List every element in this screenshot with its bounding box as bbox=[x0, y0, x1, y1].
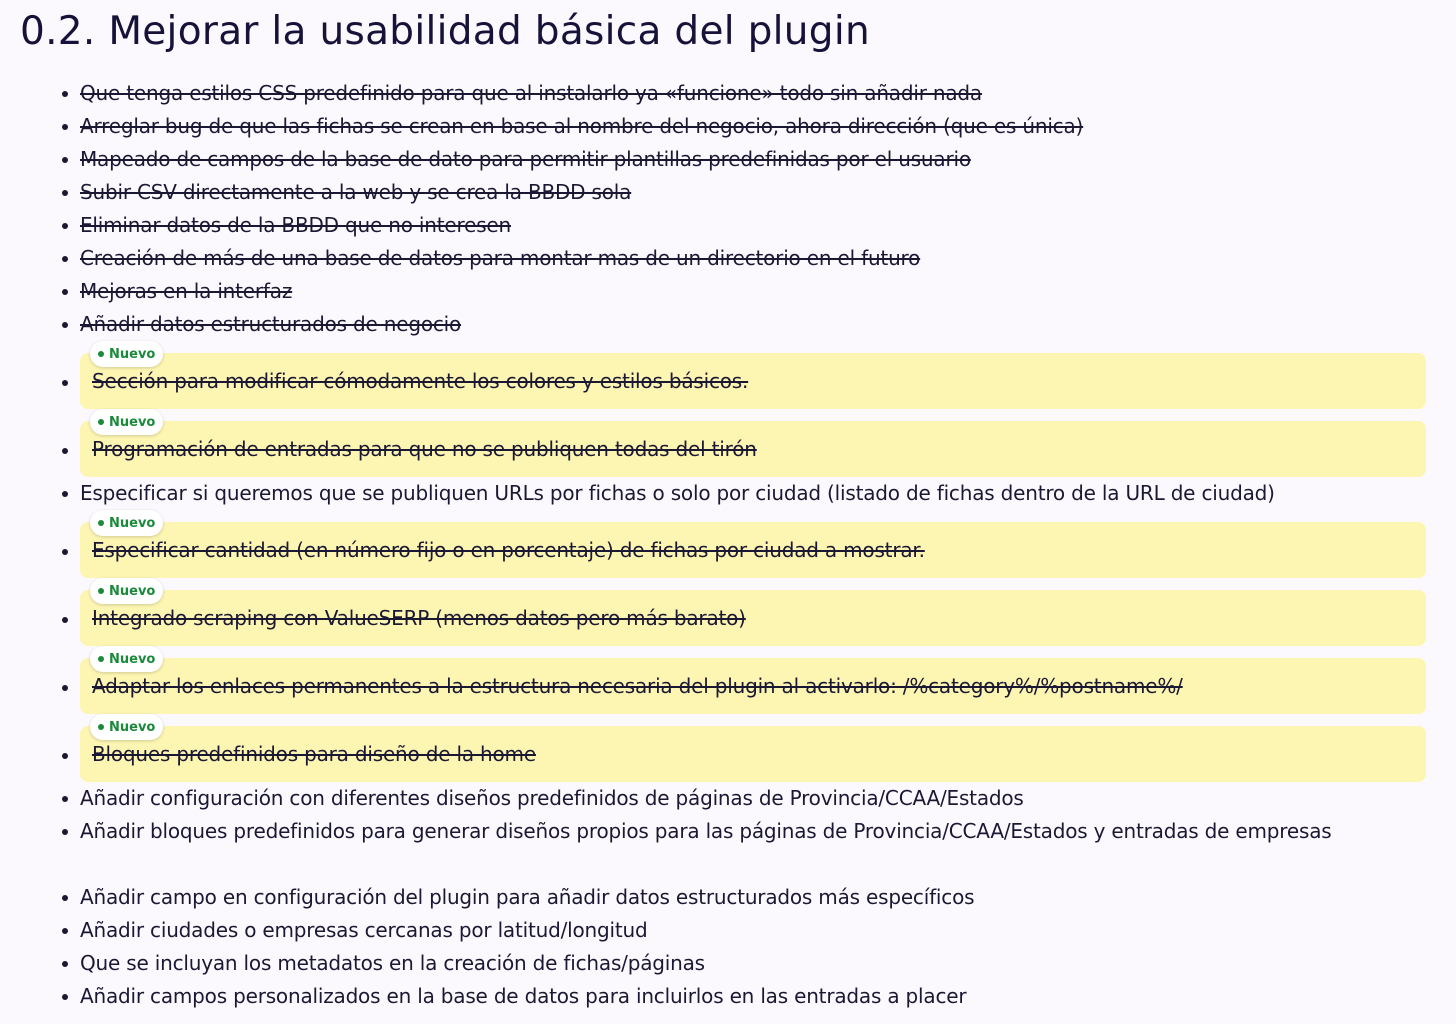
task-text: Bloques predefinidos para diseño de la home bbox=[92, 742, 536, 766]
task-text: Arreglar bug de que las fichas se crean en base al nombre del negocio, ahora dirección (que es única) bbox=[80, 114, 1084, 138]
task-text: Añadir bloques predefinidos para generar diseños propios para las páginas de Provincia/CCAA/Estados y entradas de empresas bbox=[80, 819, 1332, 843]
task-item bbox=[62, 275, 1426, 308]
status-dot-icon bbox=[98, 419, 104, 425]
bullet-icon bbox=[62, 753, 68, 759]
task-text: Integrado scraping con ValueSERP (menos datos pero más barato) bbox=[92, 606, 746, 630]
bullet-icon bbox=[62, 796, 68, 802]
task-text: Añadir configuración con diferentes diseños predefinidos de páginas de Provincia/CCAA/Estados bbox=[80, 786, 1024, 810]
new-badge bbox=[90, 409, 163, 435]
task-text: Que tenga estilos CSS predefinido para que al instalarlo ya «funcione» todo sin añadir nada bbox=[80, 81, 982, 105]
task-text: Añadir campo en configuración del plugin para añadir datos estructurados más específicos bbox=[80, 885, 975, 909]
new-task-item bbox=[62, 714, 1426, 782]
bullet-icon bbox=[62, 961, 68, 967]
new-badge bbox=[90, 714, 163, 740]
bullet-icon bbox=[62, 91, 68, 97]
task-item bbox=[62, 308, 1426, 341]
status-dot-icon bbox=[98, 351, 104, 357]
task-item bbox=[62, 881, 1426, 914]
new-task-item bbox=[62, 510, 1426, 578]
new-badge-label: Nuevo bbox=[109, 414, 156, 430]
bullet-icon bbox=[62, 256, 68, 262]
task-text: Adaptar los enlaces permanentes a la estructura necesaria del plugin al activarlo: /%category%/%postname%/ bbox=[92, 674, 1183, 698]
bullet-icon bbox=[62, 124, 68, 130]
new-badge bbox=[90, 341, 163, 367]
task-text: Mapeado de campos de la base de dato para permitir plantillas predefinidas por el usuario bbox=[80, 147, 971, 171]
task-item bbox=[62, 815, 1426, 881]
bullet-icon bbox=[62, 190, 68, 196]
new-badge-label: Nuevo bbox=[109, 346, 156, 362]
task-text: Creación de más de una base de datos para montar mas de un directorio en el futuro bbox=[80, 246, 921, 270]
status-dot-icon bbox=[98, 520, 104, 526]
bullet-icon bbox=[62, 994, 68, 1000]
section-heading: 0.2. Mejorar la usabilidad básica del plugin bbox=[20, 9, 871, 54]
new-badge-label: Nuevo bbox=[109, 719, 156, 735]
new-badge bbox=[90, 646, 163, 672]
new-task-item bbox=[62, 409, 1426, 477]
task-item bbox=[62, 980, 1426, 1013]
bullet-icon bbox=[62, 829, 68, 835]
task-item bbox=[62, 209, 1426, 242]
task-item bbox=[62, 914, 1426, 947]
bullet-icon bbox=[62, 380, 68, 386]
task-text: Mejoras en la interfaz bbox=[80, 279, 293, 303]
new-badge-label: Nuevo bbox=[109, 515, 156, 531]
new-badge bbox=[90, 578, 163, 604]
status-dot-icon bbox=[98, 656, 104, 662]
task-text: Especificar si queremos que se publiquen URLs por fichas o solo por ciudad (listado de fichas dentro de la URL de ciudad) bbox=[80, 481, 1275, 505]
task-item bbox=[62, 477, 1426, 510]
task-item bbox=[62, 77, 1426, 110]
task-item bbox=[62, 176, 1426, 209]
task-text: Sección para modificar cómodamente los colores y estilos básicos. bbox=[92, 369, 749, 393]
task-item bbox=[62, 242, 1426, 275]
bullet-icon bbox=[62, 491, 68, 497]
bullet-icon bbox=[62, 448, 68, 454]
task-text: Añadir ciudades o empresas cercanas por latitud/longitud bbox=[80, 918, 648, 942]
task-text: Añadir campos personalizados en la base de datos para incluirlos en las entradas a placer bbox=[80, 984, 967, 1008]
bullet-icon bbox=[62, 549, 68, 555]
task-item bbox=[62, 782, 1426, 815]
new-badge-label: Nuevo bbox=[109, 651, 156, 667]
new-badge bbox=[90, 510, 163, 536]
new-badge-label: Nuevo bbox=[109, 583, 156, 599]
bullet-icon bbox=[62, 685, 68, 691]
status-dot-icon bbox=[98, 724, 104, 730]
task-text: Subir CSV directamente a la web y se crea la BBDD sola bbox=[80, 180, 632, 204]
task-item bbox=[62, 143, 1426, 176]
task-item bbox=[62, 110, 1426, 143]
task-text: Programación de entradas para que no se publiquen todas del tirón bbox=[92, 437, 757, 461]
bullet-icon bbox=[62, 928, 68, 934]
bullet-icon bbox=[62, 157, 68, 163]
bullet-icon bbox=[62, 322, 68, 328]
task-text: Que se incluyan los metadatos en la creación de fichas/páginas bbox=[80, 951, 705, 975]
bullet-icon bbox=[62, 895, 68, 901]
task-text: Añadir datos estructurados de negocio bbox=[80, 312, 462, 336]
new-task-item bbox=[62, 578, 1426, 646]
status-dot-icon bbox=[98, 588, 104, 594]
new-task-item bbox=[62, 646, 1426, 714]
bullet-icon bbox=[62, 617, 68, 623]
new-task-item bbox=[62, 341, 1426, 409]
task-item bbox=[62, 947, 1426, 980]
task-text: Eliminar datos de la BBDD que no interesen bbox=[80, 213, 512, 237]
task-text: Especificar cantidad (en número fijo o en porcentaje) de fichas por ciudad a mostrar. bbox=[92, 538, 925, 562]
bullet-icon bbox=[62, 289, 68, 295]
bullet-icon bbox=[62, 223, 68, 229]
